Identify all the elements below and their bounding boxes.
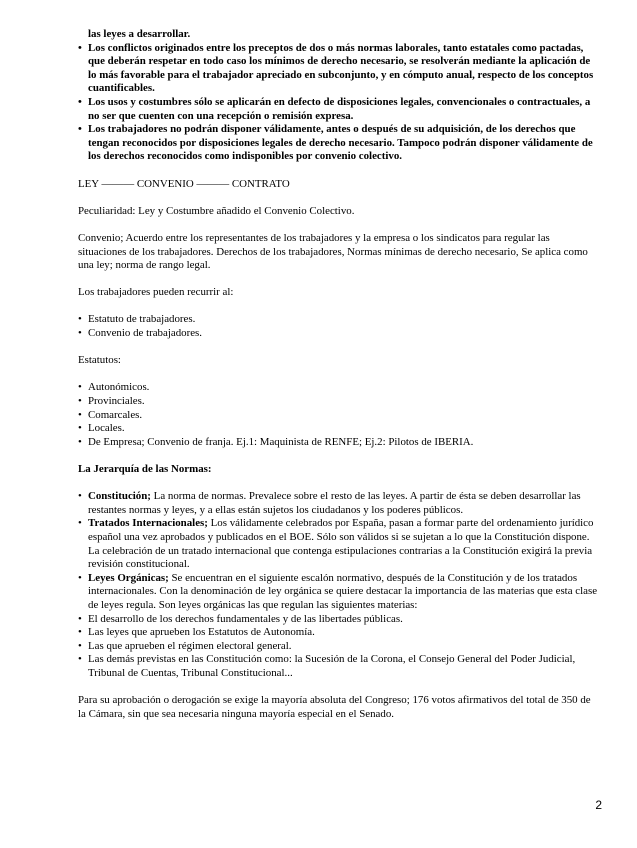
bullet-constitucion xyxy=(78,490,600,517)
bullet-usos: • Los usos y costumbres sólo se aplicarán en defecto de disposiciones legales, convencionales o contractuales, a no ser que cuenten con una recepción o remisión expresa. xyxy=(78,96,600,123)
peculiaridad-paragraph: Peculiaridad: Ley y Costumbre añadido el Convenio Colectivo. xyxy=(78,204,355,217)
list-item: • Las leyes que aprueben los Estatutos de Autonomía. xyxy=(78,626,600,640)
list-item: • Provinciales. xyxy=(78,395,600,409)
bullet-leyes-organicas xyxy=(78,572,600,613)
list-item: • Estatuto de trabajadores. xyxy=(78,313,600,327)
bullet-trabajadores: • Los trabajadores no podrán disponer válidamente, antes o después de su adquisición, de los derechos que tengan reconocidos por disposiciones legales de derecho necesario. Tampoco podrán disponer válidamente de los derechos reconocidos como indisponibles por convenio colectivo. xyxy=(78,123,600,164)
jerarquia-heading: La Jerarquía de las Normas: xyxy=(78,463,212,475)
constitucion-label: Constitución; xyxy=(88,490,151,503)
page-number: 2 xyxy=(595,798,602,812)
list-item: • Locales. xyxy=(78,422,600,436)
list-item: • Las demás previstas en las Constitución como: la Sucesión de la Corona, el Consejo General del Poder Judicial, Tribunal de Cuentas, Tribunal Constitucional... xyxy=(78,653,600,680)
list-item: • Convenio de trabajadores. xyxy=(78,327,600,341)
ley-hierarchy-line: LEY ——— CONVENIO ——— CONTRATO xyxy=(78,177,290,190)
convenio-definition: Convenio; Acuerdo entre los representantes de los trabajadores y la empresa o los sindicatos para regular las situaciones de los trabajadores. Derechos de los trabajadores, Normas mínimas de derecho necesario, Se aplica como una ley; norma de rango legal. xyxy=(78,231,588,272)
list-item: • El desarrollo de los derechos fundamentales y de las libertades públicas. xyxy=(78,613,600,627)
constitucion-text: La norma de normas. Prevalece sobre el resto de las leyes. A partir de ésta se deben desarrollar las restantes normas y leyes, y a ellas están sujetos los ciudadanos y los poderes públicos. xyxy=(88,490,581,516)
list-item: • Comarcales. xyxy=(78,409,600,423)
leyes-organicas-text: Se encuentran en el siguiente escalón normativo, después de la Constitución y de los tratados internacionales. Con la denominación de ley orgánica se quiere destacar la importancia de las materias que esta clase de leyes regula. Son leyes orgánicas las que regulan las siguientes materias: xyxy=(88,571,598,611)
tratados-label: Tratados Internacionales; xyxy=(88,517,208,530)
estatutos-title: Estatutos: xyxy=(78,354,121,367)
bullet-conflictos: • Los conflictos originados entre los preceptos de dos o más normas laborales, tanto estatales como pactadas, que deberán respetar en todo caso los mínimos de derecho necesario, se resolverán mediante la aplicación de lo más favorable para el trabajador apreciado en subconjunto, y en cómputo anual, respecto de los conceptos cuantificables. xyxy=(78,42,600,96)
list-item: • Las que aprueben el régimen electoral general. xyxy=(78,640,600,654)
list-item: • De Empresa; Convenio de franja. Ej.1: Maquinista de RENFE; Ej.2: Pilotos de IBERIA. xyxy=(78,436,600,450)
tratados-text: Los válidamente celebrados por España, pasan a formar parte del ordenamiento jurídico español una vez aprobados y publicados en el BOE. Sólo son válidos si se sujetan a lo que la Constitución dispone. La celebración de un tratado internacional que contenga estipulaciones contrarias a la Constitución exigirá la previa revisión constitucional. xyxy=(88,517,594,571)
recurrir-intro: Los trabajadores pueden recurrir al: xyxy=(78,286,234,299)
leyes-organicas-label: Leyes Orgánicas; xyxy=(88,571,169,584)
list-item: • Autonómicos. xyxy=(78,381,600,395)
top-continuation: las leyes a desarrollar. xyxy=(88,28,191,40)
aprobacion-paragraph: Para su aprobación o derogación se exige la mayoría absoluta del Congreso; 176 votos afirmativos del total de 350 de la Cámara, sin que sea necesaria ninguna mayoría especial en el Senado. xyxy=(78,694,591,720)
document-page xyxy=(78,28,600,721)
bullet-tratados xyxy=(78,517,600,571)
